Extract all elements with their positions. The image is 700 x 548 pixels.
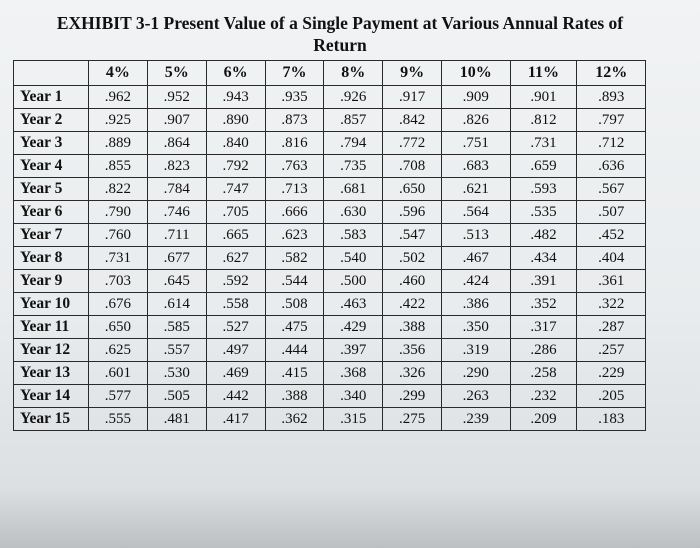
table-cell: .855 <box>89 155 148 178</box>
table-cell: .712 <box>577 132 646 155</box>
table-row <box>14 316 646 339</box>
table-cell: .319 <box>442 339 510 362</box>
table-cell: .952 <box>147 86 206 109</box>
table-cell: .424 <box>442 270 510 293</box>
table-row <box>14 155 646 178</box>
table-cell: .601 <box>89 362 148 385</box>
table-cell: .889 <box>89 132 148 155</box>
photo-shadow <box>0 488 700 548</box>
row-label: Year 10 <box>14 293 89 316</box>
table-cell: .239 <box>442 408 510 431</box>
row-label: Year 12 <box>14 339 89 362</box>
row-label: Year 7 <box>14 224 89 247</box>
table-cell: .596 <box>383 201 442 224</box>
table-cell: .567 <box>577 178 646 201</box>
table-cell: .627 <box>206 247 265 270</box>
table-cell: .925 <box>89 109 148 132</box>
row-label: Year 13 <box>14 362 89 385</box>
row-label: Year 2 <box>14 109 89 132</box>
column-header: 10% <box>442 61 510 86</box>
table-cell: .592 <box>206 270 265 293</box>
table-cell: .585 <box>147 316 206 339</box>
table-cell: .676 <box>89 293 148 316</box>
table-cell: .665 <box>206 224 265 247</box>
column-header: 6% <box>206 61 265 86</box>
table-cell: .962 <box>89 86 148 109</box>
table-cell: .442 <box>206 385 265 408</box>
table-row <box>14 132 646 155</box>
table-cell: .290 <box>442 362 510 385</box>
table-row <box>14 408 646 431</box>
column-header: 9% <box>383 61 442 86</box>
table-cell: .513 <box>442 224 510 247</box>
table-row <box>14 247 646 270</box>
table-cell: .388 <box>265 385 324 408</box>
header-corner-cell <box>14 61 89 86</box>
table-cell: .388 <box>383 316 442 339</box>
table-row <box>14 293 646 316</box>
table-cell: .792 <box>206 155 265 178</box>
table-cell: .415 <box>265 362 324 385</box>
table-cell: .508 <box>265 293 324 316</box>
table-cell: .547 <box>383 224 442 247</box>
row-label: Year 3 <box>14 132 89 155</box>
table-body <box>14 86 646 431</box>
table-cell: .873 <box>265 109 324 132</box>
table-cell: .386 <box>442 293 510 316</box>
table-cell: .760 <box>89 224 148 247</box>
table-cell: .812 <box>510 109 577 132</box>
row-label: Year 11 <box>14 316 89 339</box>
table-cell: .467 <box>442 247 510 270</box>
present-value-table <box>13 60 646 431</box>
table-cell: .909 <box>442 86 510 109</box>
table-cell: .317 <box>510 316 577 339</box>
table-cell: .705 <box>206 201 265 224</box>
table-cell: .350 <box>442 316 510 339</box>
table-cell: .555 <box>89 408 148 431</box>
table-cell: .530 <box>147 362 206 385</box>
table-cell: .666 <box>265 201 324 224</box>
table-cell: .583 <box>324 224 383 247</box>
table-cell: .772 <box>383 132 442 155</box>
table-cell: .659 <box>510 155 577 178</box>
table-cell: .713 <box>265 178 324 201</box>
table-cell: .500 <box>324 270 383 293</box>
table-cell: .784 <box>147 178 206 201</box>
table-cell: .564 <box>442 201 510 224</box>
exhibit-title-line-1: EXHIBIT 3-1 Present Value of a Single Payment at Various Annual Rates of <box>56 13 624 33</box>
table-cell: .287 <box>577 316 646 339</box>
table-cell: .540 <box>324 247 383 270</box>
table-cell: .926 <box>324 86 383 109</box>
table-cell: .263 <box>442 385 510 408</box>
table-cell: .842 <box>383 109 442 132</box>
table-cell: .677 <box>147 247 206 270</box>
column-header: 4% <box>89 61 148 86</box>
table-cell: .502 <box>383 247 442 270</box>
table-cell: .275 <box>383 408 442 431</box>
row-label: Year 6 <box>14 201 89 224</box>
table-cell: .507 <box>577 201 646 224</box>
table-cell: .417 <box>206 408 265 431</box>
table-cell: .535 <box>510 201 577 224</box>
table-cell: .340 <box>324 385 383 408</box>
column-header: 7% <box>265 61 324 86</box>
table-cell: .703 <box>89 270 148 293</box>
table-row <box>14 86 646 109</box>
table-cell: .322 <box>577 293 646 316</box>
table-cell: .731 <box>510 132 577 155</box>
table-cell: .917 <box>383 86 442 109</box>
table-cell: .614 <box>147 293 206 316</box>
table-cell: .391 <box>510 270 577 293</box>
table-cell: .683 <box>442 155 510 178</box>
table-cell: .708 <box>383 155 442 178</box>
table-cell: .368 <box>324 362 383 385</box>
column-header: 5% <box>147 61 206 86</box>
table-cell: .209 <box>510 408 577 431</box>
table-cell: .630 <box>324 201 383 224</box>
table-cell: .893 <box>577 86 646 109</box>
table-row <box>14 270 646 293</box>
table-cell: .864 <box>147 132 206 155</box>
table-header <box>14 61 646 86</box>
table-cell: .544 <box>265 270 324 293</box>
table-row <box>14 178 646 201</box>
column-header: 12% <box>577 61 646 86</box>
table-cell: .816 <box>265 132 324 155</box>
table-cell: .469 <box>206 362 265 385</box>
table-cell: .650 <box>89 316 148 339</box>
table-cell: .593 <box>510 178 577 201</box>
table-cell: .315 <box>324 408 383 431</box>
table-cell: .857 <box>324 109 383 132</box>
table-cell: .326 <box>383 362 442 385</box>
exhibit-title <box>20 12 660 56</box>
table-row <box>14 385 646 408</box>
table-cell: .232 <box>510 385 577 408</box>
table-cell: .397 <box>324 339 383 362</box>
table-cell: .352 <box>510 293 577 316</box>
table-cell: .935 <box>265 86 324 109</box>
table-cell: .840 <box>206 132 265 155</box>
table-cell: .475 <box>265 316 324 339</box>
table-cell: .429 <box>324 316 383 339</box>
table-cell: .763 <box>265 155 324 178</box>
table-cell: .286 <box>510 339 577 362</box>
table-cell: .731 <box>89 247 148 270</box>
table-cell: .482 <box>510 224 577 247</box>
table-cell: .299 <box>383 385 442 408</box>
table-cell: .444 <box>265 339 324 362</box>
table-cell: .823 <box>147 155 206 178</box>
row-label: Year 14 <box>14 385 89 408</box>
table-cell: .183 <box>577 408 646 431</box>
table-cell: .257 <box>577 339 646 362</box>
table-cell: .356 <box>383 339 442 362</box>
table-cell: .794 <box>324 132 383 155</box>
table-cell: .463 <box>324 293 383 316</box>
table-cell: .747 <box>206 178 265 201</box>
table-cell: .361 <box>577 270 646 293</box>
table-row <box>14 201 646 224</box>
table-cell: .527 <box>206 316 265 339</box>
table-cell: .645 <box>147 270 206 293</box>
row-label: Year 9 <box>14 270 89 293</box>
table-cell: .505 <box>147 385 206 408</box>
header-row <box>14 61 646 86</box>
table-cell: .577 <box>89 385 148 408</box>
table-cell: .650 <box>383 178 442 201</box>
row-label: Year 5 <box>14 178 89 201</box>
table-cell: .422 <box>383 293 442 316</box>
table-cell: .497 <box>206 339 265 362</box>
table-cell: .711 <box>147 224 206 247</box>
table-cell: .362 <box>265 408 324 431</box>
table-cell: .621 <box>442 178 510 201</box>
table-cell: .901 <box>510 86 577 109</box>
table-cell: .636 <box>577 155 646 178</box>
table-cell: .434 <box>510 247 577 270</box>
table-cell: .205 <box>577 385 646 408</box>
table-cell: .558 <box>206 293 265 316</box>
column-header: 8% <box>324 61 383 86</box>
table-cell: .623 <box>265 224 324 247</box>
row-label: Year 15 <box>14 408 89 431</box>
table-cell: .735 <box>324 155 383 178</box>
table-row <box>14 339 646 362</box>
table-cell: .452 <box>577 224 646 247</box>
table-cell: .625 <box>89 339 148 362</box>
row-label: Year 4 <box>14 155 89 178</box>
row-label: Year 8 <box>14 247 89 270</box>
row-label: Year 1 <box>14 86 89 109</box>
table-row <box>14 362 646 385</box>
table-cell: .943 <box>206 86 265 109</box>
table-cell: .582 <box>265 247 324 270</box>
column-header: 11% <box>510 61 577 86</box>
table-cell: .460 <box>383 270 442 293</box>
table-cell: .229 <box>577 362 646 385</box>
table-cell: .557 <box>147 339 206 362</box>
table-row <box>14 109 646 132</box>
table-cell: .822 <box>89 178 148 201</box>
table-cell: .258 <box>510 362 577 385</box>
table-cell: .826 <box>442 109 510 132</box>
table-cell: .890 <box>206 109 265 132</box>
table-cell: .751 <box>442 132 510 155</box>
table-cell: .481 <box>147 408 206 431</box>
table-cell: .797 <box>577 109 646 132</box>
table-cell: .907 <box>147 109 206 132</box>
exhibit-title-line-2: Return <box>313 35 367 55</box>
table-cell: .681 <box>324 178 383 201</box>
table-cell: .404 <box>577 247 646 270</box>
table-cell: .790 <box>89 201 148 224</box>
table-row <box>14 224 646 247</box>
table-cell: .746 <box>147 201 206 224</box>
